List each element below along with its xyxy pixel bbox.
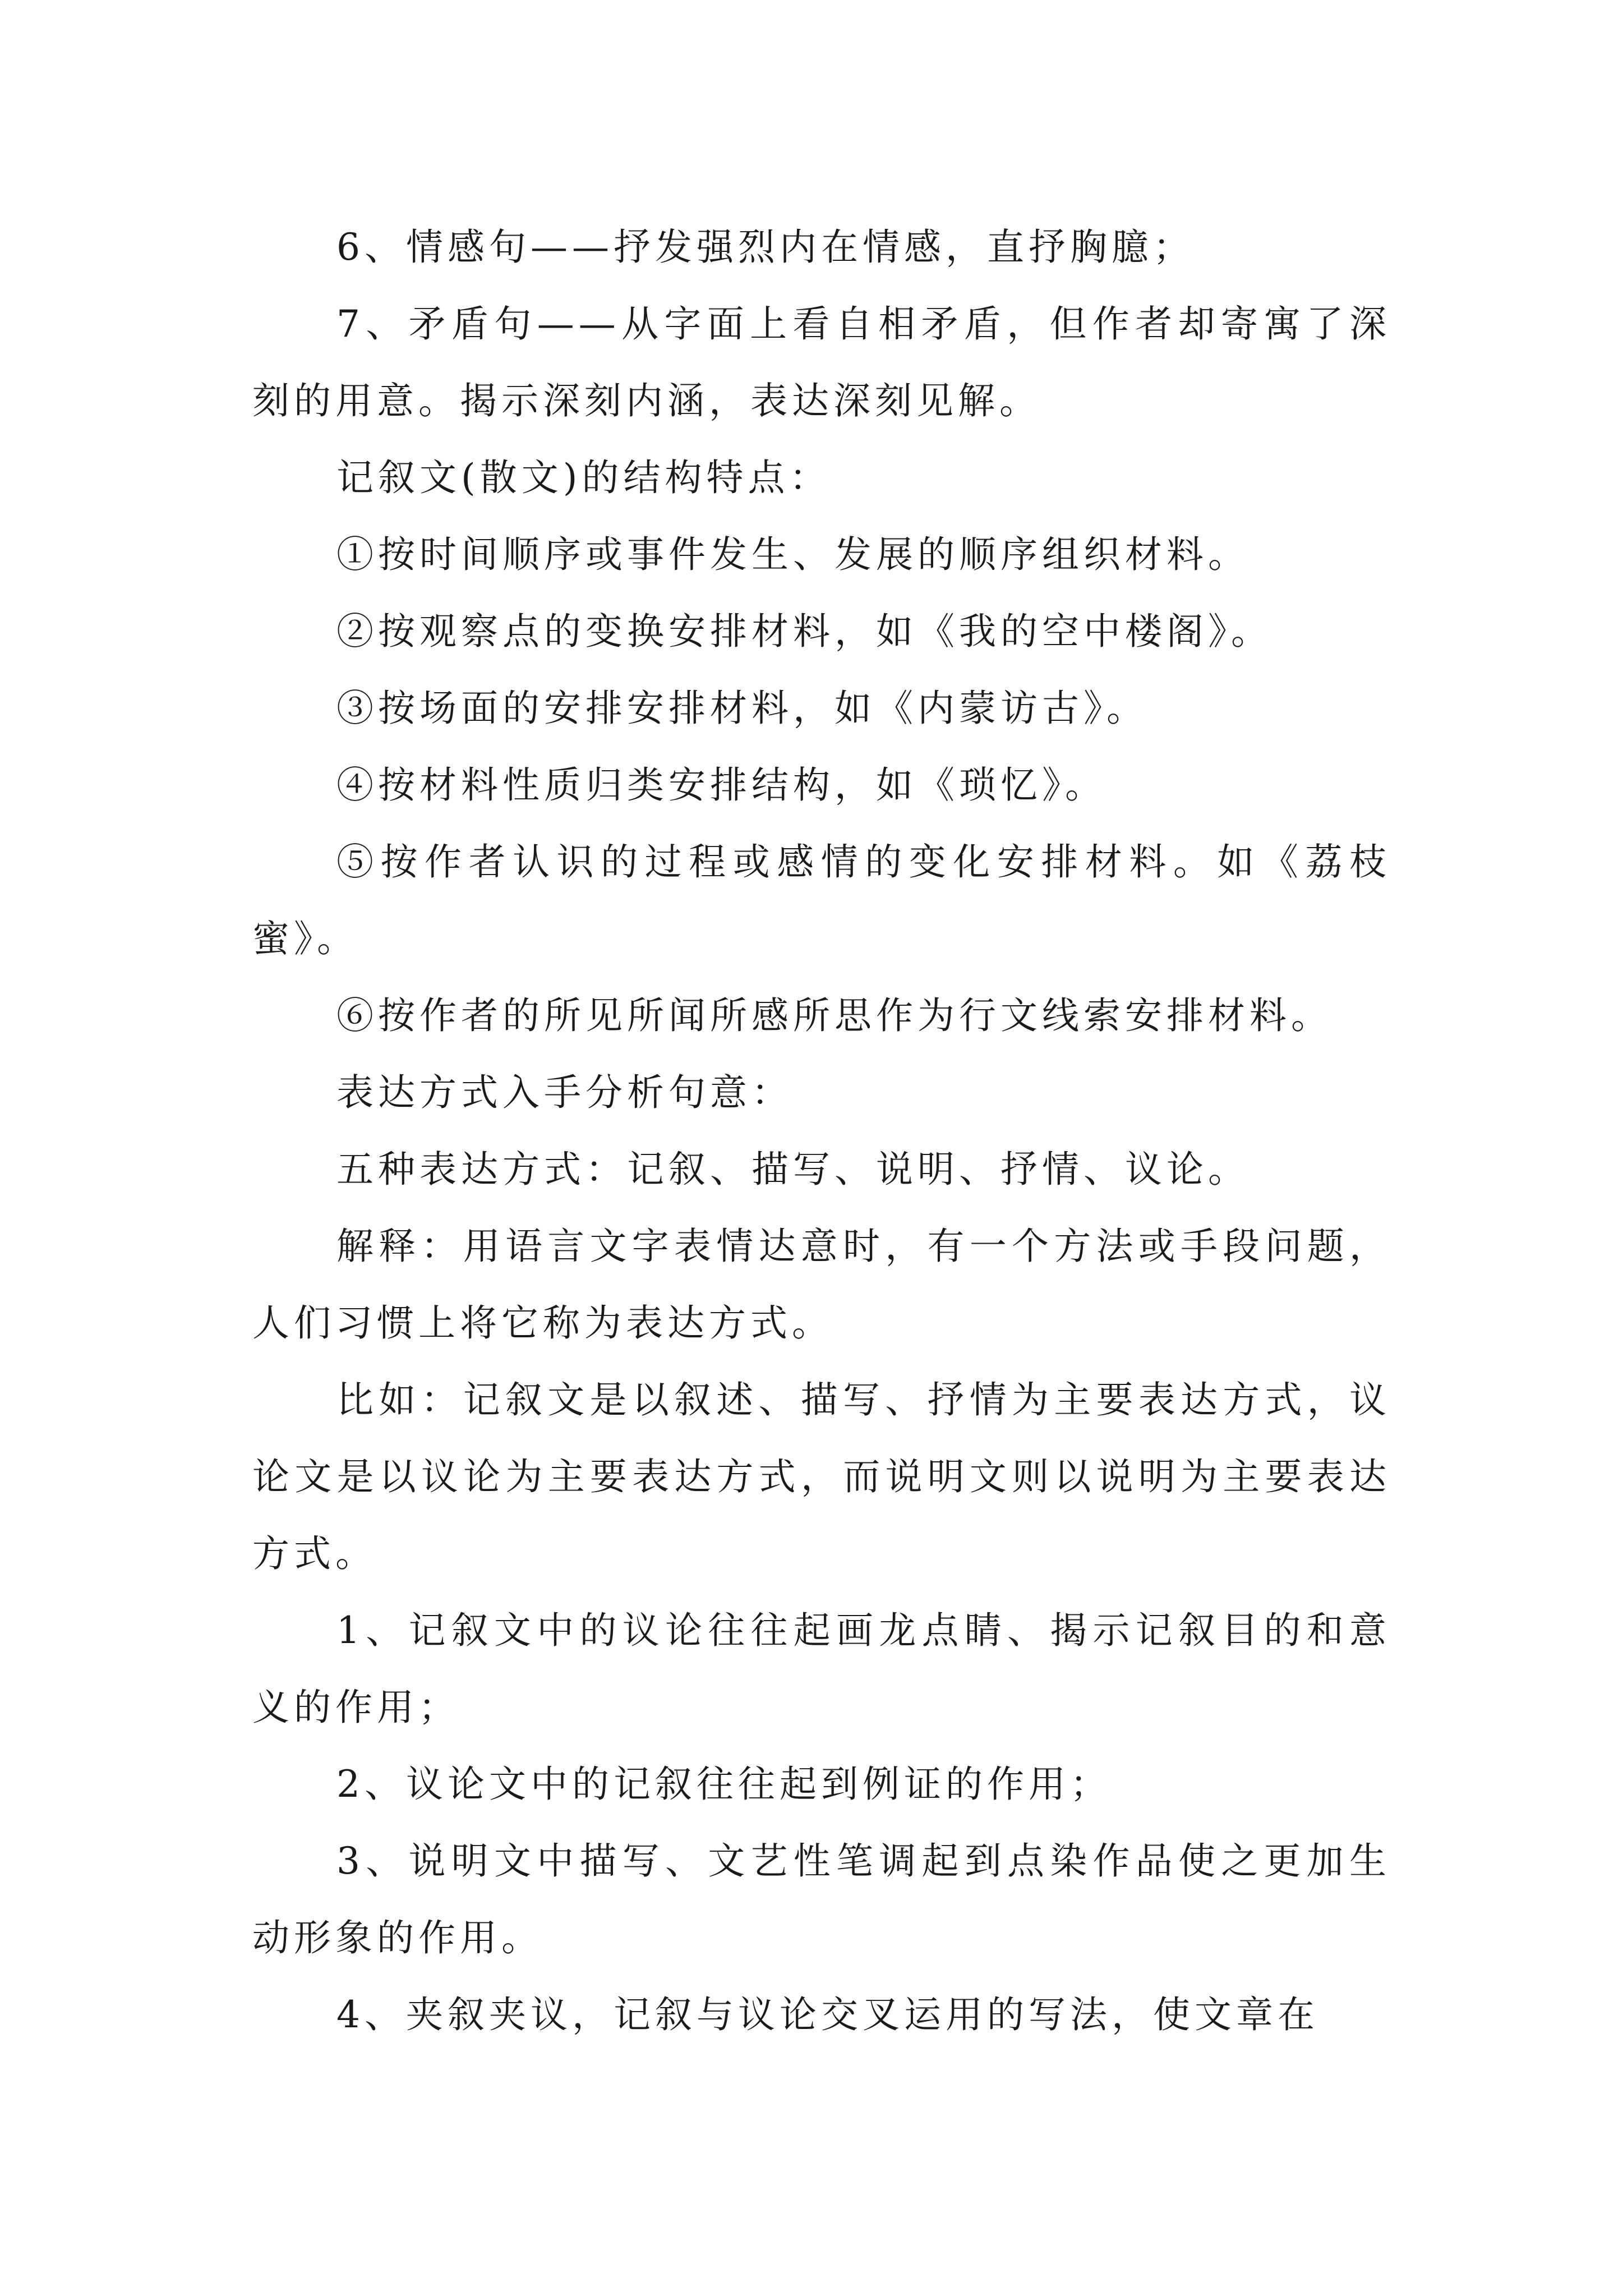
paragraph-structure-item-2: ②按观察点的变换安排材料，如《我的空中楼阁》。 bbox=[336, 610, 1272, 653]
paragraph-structure-heading: 记叙文(散文)的结构特点： bbox=[336, 456, 831, 499]
paragraph-emotion-sentence: 6、情感句——抒发强烈内在情感，直抒胸臆； bbox=[336, 226, 1195, 269]
paragraph-structure-item-1: ①按时间顺序或事件发生、发展的顺序组织材料。 bbox=[336, 533, 1249, 576]
paragraph-five-expressions: 五种表达方式：记叙、描写、说明、抒情、议论。 bbox=[336, 1148, 1249, 1191]
paragraph-structure-item-5: ⑤按作者认识的过程或感情的变化安排材料。如《荔枝蜜》。 bbox=[252, 840, 1391, 960]
paragraph-contradiction-sentence: 7、矛盾句——从字面上看自相矛盾，但作者却寄寓了深刻的用意。揭示深刻内涵，表达深刻见解。 bbox=[252, 302, 1391, 422]
paragraph-structure-item-3: ③按场面的安排安排材料，如《内蒙访古》。 bbox=[336, 687, 1148, 730]
paragraph-explanation: 解释：用语言文字表情达意时，有一个方法或手段问题，人们习惯上将它称为表达方式。 bbox=[252, 1225, 1391, 1345]
paragraph-point-1: 1、记叙文中的议论往往起画龙点睛、揭示记叙目的和意义的作用； bbox=[252, 1609, 1391, 1729]
paragraph-point-4: 4、夹叙夹议，记叙与议论交叉运用的写法，使文章在 bbox=[336, 1993, 1319, 2036]
paragraph-example: 比如：记叙文是以叙述、描写、抒情为主要表达方式，议论文是以议论为主要表达方式，而说明文则以说明为主要表达方式。 bbox=[252, 1378, 1391, 1575]
document-body bbox=[252, 209, 1391, 2053]
paragraph-structure-item-6: ⑥按作者的所见所闻所感所思作为行文线索安排材料。 bbox=[336, 994, 1332, 1037]
paragraph-point-3: 3、说明文中描写、文艺性笔调起到点染作品使之更加生动形象的作用。 bbox=[252, 1839, 1391, 1959]
paragraph-structure-item-4: ④按材料性质归类安排结构，如《琐忆》。 bbox=[336, 763, 1106, 807]
paragraph-expression-heading: 表达方式入手分析句意： bbox=[336, 1071, 793, 1114]
paragraph-point-2: 2、议论文中的记叙往往起到例证的作用； bbox=[336, 1763, 1112, 1806]
